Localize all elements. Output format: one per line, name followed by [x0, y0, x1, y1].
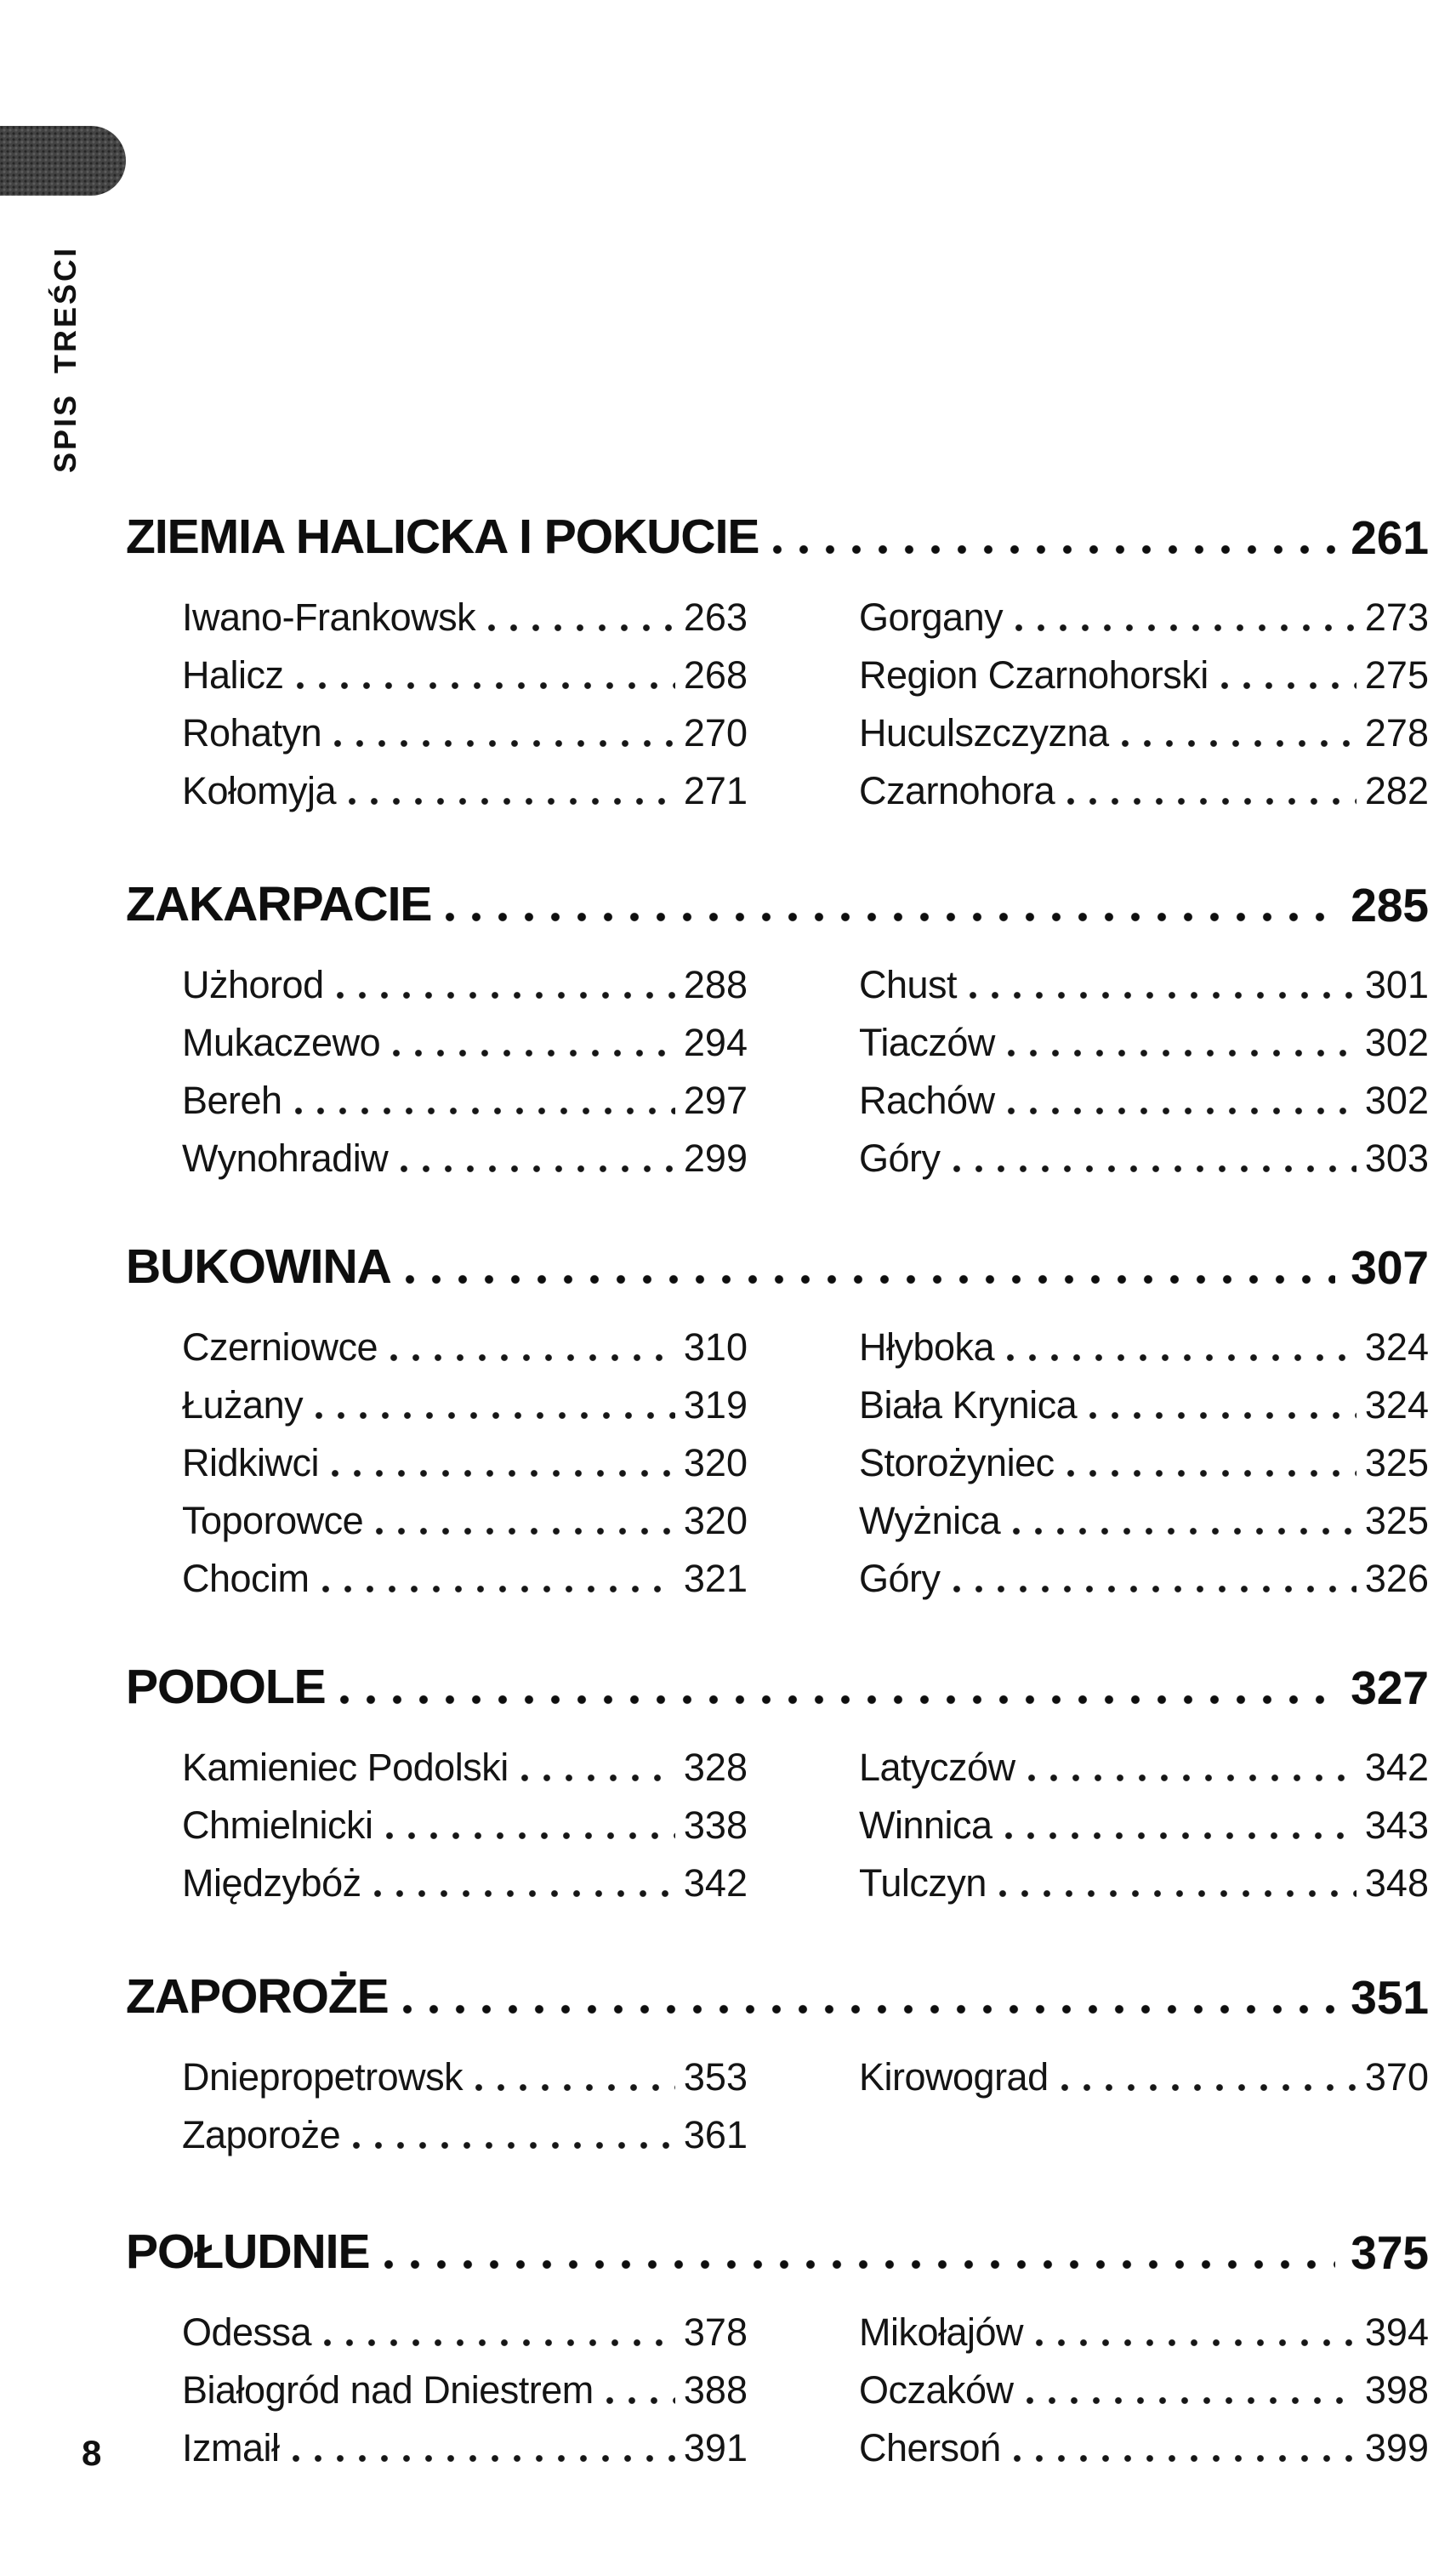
toc-entry: [182, 1310, 748, 1368]
entry-title: Winnica: [859, 1803, 992, 1847]
dot-leader: [475, 2082, 675, 2093]
toc-column-left: [182, 2295, 748, 2469]
dot-leader: [1013, 2453, 1356, 2464]
entry-title: Międzybóż: [182, 1860, 361, 1905]
toc-column-left: [182, 1310, 748, 1599]
section-title: ZIEMIA HALICKA I POKUCIE: [126, 510, 759, 564]
section-heading: [126, 1652, 1429, 1712]
dot-leader: [1089, 1410, 1356, 1421]
section-columns: [126, 2295, 1429, 2469]
entry-title: Gorgany: [859, 595, 1004, 639]
entry-page-number: 288: [683, 962, 748, 1006]
toc-entry: [182, 1368, 748, 1426]
entry-page-number: 301: [1364, 962, 1429, 1006]
toc-column-right: [859, 580, 1429, 812]
entry-page-number: 338: [683, 1803, 748, 1847]
toc-entry: [859, 1730, 1429, 1788]
toc-entry: [182, 696, 748, 754]
entry-page-number: 282: [1364, 768, 1429, 812]
dot-leader: [520, 1773, 675, 1783]
entry-page-number: 302: [1364, 1078, 1429, 1122]
toc-entry: [859, 1310, 1429, 1368]
entry-page-number: 268: [683, 652, 748, 697]
entry-page-number: 310: [683, 1324, 748, 1369]
toc-section: [126, 2217, 1429, 2469]
toc-entry: [859, 1788, 1429, 1846]
entry-page-number: 321: [683, 1556, 748, 1600]
toc-entry: [859, 2411, 1429, 2469]
entry-title: Czarnohora: [859, 768, 1055, 812]
section-title: POŁUDNIE: [126, 2224, 370, 2279]
toc-entry: [859, 1484, 1429, 1541]
entry-title: Region Czarnohorski: [859, 652, 1209, 697]
section-heading: [126, 1232, 1429, 1294]
entry-page-number: 324: [1364, 1382, 1429, 1427]
toc-entry: [859, 1063, 1429, 1121]
entry-title: Zaporoże: [182, 2112, 341, 2156]
toc-entry: [182, 1541, 748, 1599]
toc-entry: [859, 1846, 1429, 1904]
toc-entry: [859, 2040, 1429, 2098]
entry-page-number: 271: [683, 768, 748, 812]
entry-title: Hłyboka: [859, 1324, 995, 1369]
toc-entry: [182, 2411, 748, 2469]
section-heading: [126, 869, 1429, 929]
dot-leader: [402, 2003, 1336, 2015]
entry-page-number: 273: [1364, 595, 1429, 639]
dot-leader: [998, 1888, 1356, 1899]
sidebar-vertical-label: SPIS TREŚCI: [48, 245, 82, 473]
toc-entry: [182, 2353, 748, 2411]
entry-page-number: 263: [683, 595, 748, 639]
toc-entry: [859, 754, 1429, 812]
toc-entry: [182, 948, 748, 1005]
entry-page-number: 342: [1364, 1745, 1429, 1789]
dot-leader: [294, 1106, 675, 1116]
entry-page-number: 328: [683, 1745, 748, 1789]
toc-section: [126, 1962, 1429, 2156]
dot-leader: [375, 1526, 675, 1536]
entry-title: Izmaił: [182, 2425, 280, 2469]
dot-leader: [606, 2395, 675, 2406]
dot-leader: [1006, 1353, 1356, 1363]
entry-page-number: 361: [683, 2112, 748, 2156]
dot-leader: [1007, 1048, 1356, 1058]
entry-page-number: 378: [683, 2310, 748, 2354]
entry-page-number: 303: [1364, 1136, 1429, 1180]
entry-page-number: 391: [683, 2425, 748, 2469]
section-title: BUKOWINA: [126, 1239, 391, 1294]
dot-leader: [1061, 2082, 1356, 2093]
dot-leader: [392, 1048, 675, 1058]
entry-page-number: 294: [683, 1020, 748, 1064]
toc-column-right: [859, 948, 1429, 1179]
section-page-number: 327: [1351, 1661, 1429, 1714]
entry-page-number: 320: [683, 1498, 748, 1542]
dot-leader: [953, 1164, 1356, 1174]
section-columns: [126, 1310, 1429, 1599]
dot-leader: [385, 1831, 675, 1841]
toc-column-right: [859, 2040, 1429, 2156]
toc-entry: [859, 1005, 1429, 1063]
entry-title: Chersoń: [859, 2425, 1001, 2469]
dot-leader: [292, 2453, 675, 2464]
dot-leader: [296, 681, 675, 691]
entry-page-number: 399: [1364, 2425, 1429, 2469]
toc-column-left: [182, 948, 748, 1179]
toc-entry: [859, 2295, 1429, 2353]
dot-leader: [321, 1584, 675, 1594]
toc-entry: [182, 2040, 748, 2098]
dot-leader: [969, 990, 1356, 1000]
section-title: ZAKARPACIE: [126, 877, 432, 931]
entry-title: Storożyniec: [859, 1440, 1055, 1484]
entry-page-number: 302: [1364, 1020, 1429, 1064]
entry-title: Latyczów: [859, 1745, 1015, 1789]
toc-column-left: [182, 2040, 748, 2156]
toc-entry: [859, 948, 1429, 1005]
toc-entry: [182, 2295, 748, 2353]
entry-title: Kamieniec Podolski: [182, 1745, 509, 1789]
entry-title: Tiaczów: [859, 1020, 995, 1064]
dot-leader: [1026, 2395, 1356, 2406]
dot-leader: [1066, 1468, 1356, 1478]
section-heading: [126, 2217, 1429, 2279]
entry-page-number: 297: [683, 1078, 748, 1122]
entry-page-number: 348: [1364, 1860, 1429, 1905]
dot-leader: [1220, 681, 1356, 691]
entry-title: Chocim: [182, 1556, 310, 1600]
entry-page-number: 320: [683, 1440, 748, 1484]
entry-title: Góry: [859, 1556, 941, 1600]
entry-title: Białogród nad Dniestrem: [182, 2367, 594, 2412]
entry-title: Kołomyja: [182, 768, 337, 812]
section-page-number: 375: [1351, 2226, 1429, 2279]
entry-title: Bereh: [182, 1078, 282, 1122]
entry-page-number: 343: [1364, 1803, 1429, 1847]
toc-section: [126, 1652, 1429, 1904]
entry-title: Kirowograd: [859, 2054, 1049, 2099]
section-columns: [126, 1730, 1429, 1904]
toc-section: [126, 1232, 1429, 1599]
toc-entry: [859, 1426, 1429, 1484]
toc-entry: [182, 1121, 748, 1179]
toc-section: [126, 502, 1429, 812]
section-page-number: 261: [1351, 511, 1429, 564]
entry-page-number: 326: [1364, 1556, 1429, 1600]
dot-leader: [339, 1694, 1336, 1706]
entry-page-number: 299: [683, 1136, 748, 1180]
dot-leader: [336, 990, 675, 1000]
entry-title: Chust: [859, 962, 958, 1006]
page-number: 8: [82, 2433, 102, 2473]
section-title: PODOLE: [126, 1660, 326, 1714]
entry-page-number: 398: [1364, 2367, 1429, 2412]
dot-leader: [315, 1410, 675, 1421]
dot-leader: [1004, 1831, 1356, 1841]
entry-page-number: 325: [1364, 1498, 1429, 1542]
toc-sections: [126, 0, 1429, 2552]
dot-leader: [331, 1468, 675, 1478]
dot-leader: [1035, 2338, 1356, 2348]
toc-column-right: [859, 2295, 1429, 2469]
entry-page-number: 388: [683, 2367, 748, 2412]
toc-column-left: [182, 1730, 748, 1904]
dot-leader: [1121, 738, 1356, 749]
entry-page-number: 325: [1364, 1440, 1429, 1484]
toc-entry: [182, 1484, 748, 1541]
entry-title: Oczaków: [859, 2367, 1014, 2412]
section-columns: [126, 2040, 1429, 2156]
entry-page-number: 278: [1364, 710, 1429, 755]
entry-title: Chmielnicki: [182, 1803, 373, 1847]
section-page-number: 285: [1351, 879, 1429, 931]
entry-title: Odessa: [182, 2310, 312, 2354]
dot-leader: [333, 738, 675, 749]
dot-leader: [400, 1164, 675, 1174]
entry-title: Mikołajów: [859, 2310, 1024, 2354]
toc-entry: [859, 2353, 1429, 2411]
dot-leader: [1027, 1773, 1356, 1783]
toc-entry: [859, 696, 1429, 754]
section-columns: [126, 580, 1429, 812]
entry-title: Góry: [859, 1136, 941, 1180]
entry-title: Czerniowce: [182, 1324, 378, 1369]
toc-entry: [182, 1730, 748, 1788]
entry-page-number: 275: [1364, 652, 1429, 697]
entry-page-number: 370: [1364, 2054, 1429, 2099]
entry-title: Mukaczewo: [182, 1020, 381, 1064]
entry-title: Biała Krynica: [859, 1382, 1078, 1427]
section-title: ZAPOROŻE: [126, 1969, 389, 2024]
toc-column-right: [859, 1730, 1429, 1904]
toc-entry: [182, 580, 748, 638]
entry-page-number: 270: [683, 710, 748, 755]
dot-leader: [348, 796, 675, 806]
chapter-tab-marker: [0, 126, 126, 196]
section-page-number: 351: [1351, 1971, 1429, 2024]
toc-entry: [859, 1541, 1429, 1599]
entry-page-number: 342: [683, 1860, 748, 1905]
toc-entry: [859, 580, 1429, 638]
entry-title: Tulczyn: [859, 1860, 987, 1905]
dot-leader: [953, 1584, 1356, 1594]
entry-title: Halicz: [182, 652, 284, 697]
dot-leader: [352, 2140, 675, 2150]
entry-title: Wynohradiw: [182, 1136, 389, 1180]
entry-title: Rachów: [859, 1078, 995, 1122]
toc-entry: [182, 1788, 748, 1846]
entry-title: Iwano-Frankowsk: [182, 595, 476, 639]
entry-title: Huculszczyzna: [859, 710, 1109, 755]
dot-leader: [445, 911, 1335, 923]
toc-column-left: [182, 580, 748, 812]
dot-leader: [390, 1353, 675, 1363]
entry-title: Wyżnica: [859, 1498, 1001, 1542]
toc-entry: [182, 1005, 748, 1063]
entry-page-number: 394: [1364, 2310, 1429, 2354]
dot-leader: [1007, 1106, 1356, 1116]
dot-leader: [405, 1273, 1335, 1285]
dot-leader: [1066, 796, 1356, 806]
entry-title: Użhorod: [182, 962, 324, 1006]
dot-leader: [487, 623, 675, 633]
toc-section: [126, 869, 1429, 1179]
toc-column-right: [859, 1310, 1429, 1599]
toc-entry: [182, 1846, 748, 1904]
section-page-number: 307: [1351, 1241, 1429, 1294]
dot-leader: [373, 1888, 675, 1899]
entry-title: Łużany: [182, 1382, 304, 1427]
entry-title: Rohatyn: [182, 710, 322, 755]
toc-entry: [182, 1063, 748, 1121]
entry-page-number: 353: [683, 2054, 748, 2099]
toc-entry: [182, 754, 748, 812]
entry-title: Dniepropetrowsk: [182, 2054, 464, 2099]
entry-page-number: 319: [683, 1382, 748, 1427]
section-heading: [126, 1962, 1429, 2024]
toc-entry: [859, 1121, 1429, 1179]
dot-leader: [772, 544, 1335, 555]
entry-page-number: 324: [1364, 1324, 1429, 1369]
toc-entry: [859, 1368, 1429, 1426]
entry-title: Toporowce: [182, 1498, 364, 1542]
section-heading: [126, 502, 1429, 564]
toc-entry: [182, 1426, 748, 1484]
toc-entry: [182, 2098, 748, 2156]
entry-title: Ridkiwci: [182, 1440, 320, 1484]
dot-leader: [384, 2259, 1336, 2270]
toc-entry: [182, 638, 748, 696]
toc-entry: [859, 638, 1429, 696]
dot-leader: [1015, 623, 1356, 633]
dot-leader: [323, 2338, 675, 2348]
dot-leader: [1012, 1526, 1356, 1536]
section-columns: [126, 948, 1429, 1179]
